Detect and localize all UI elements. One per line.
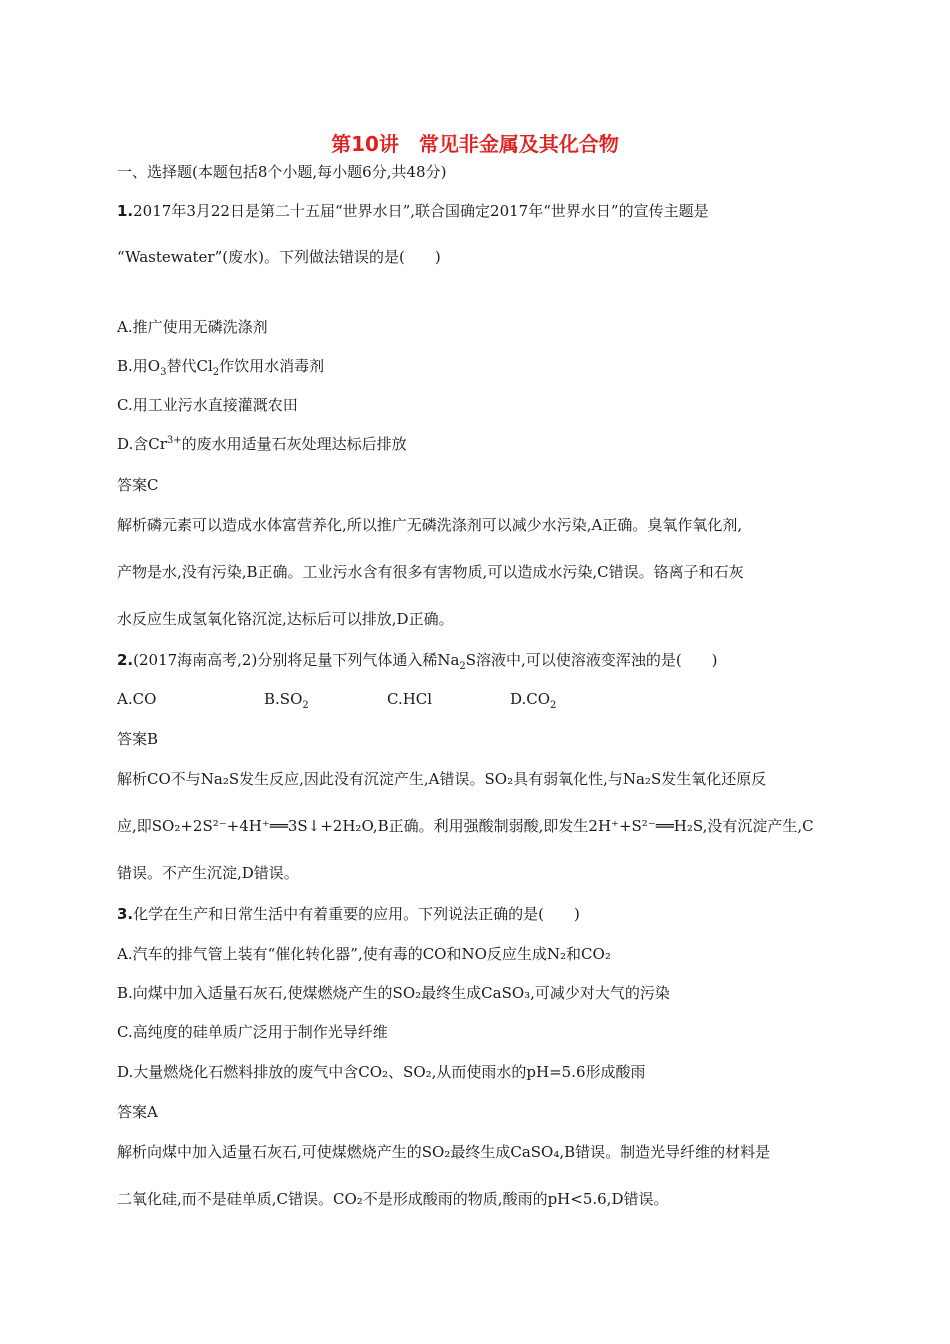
q2-option-c: C.HCl (387, 690, 433, 708)
q2-options (117, 689, 677, 709)
q2-option-d: $D.CO_2$ (510, 690, 557, 711)
q1-stem-line1: 1.2017年3月22日是第二十五届“世界水日”,联合国确定2017年“世界水日”的宣传主题是 (117, 202, 709, 220)
q3-option-c: C.高纯度的硅单质广泛用于制作光导纤维 (117, 1023, 388, 1041)
q2-analysis-line2: 应,即SO₂+2S²⁻+4H⁺══3S↓+2H₂O,B正确。利用强酸制弱酸,即发生2H⁺+S²⁻══H₂S,没有沉淀产生,C (117, 817, 814, 835)
q3-option-a: A.汽车的排气管上装有“催化转化器”,使有毒的CO和NO反应生成N₂和CO₂ (117, 945, 611, 963)
q2-analysis-line1: 解析CO不与Na₂S发生反应,因此没有沉淀产生,A错误。SO₂具有弱氧化性,与Na₂S发生氧化还原反 (117, 770, 767, 788)
q2-analysis-line3: 错误。不产生沉淀,D错误。 (117, 864, 299, 882)
page-title: 第10讲 常见非金属及其化合物 (331, 132, 619, 156)
q1-option-a: A.推广使用无磷洗涤剂 (117, 318, 268, 336)
q2-option-b: $B.SO_2$ (264, 690, 309, 711)
q2-answer: 答案B (117, 730, 159, 748)
q2-number: 2. (117, 651, 134, 669)
q1-analysis-line2: 产物是水,没有污染,B正确。工业污水含有很多有害物质,可以造成水污染,C错误。铬离子和石灰 (117, 563, 744, 581)
q3-analysis-line1: 解析向煤中加入适量石灰石,可使煤燃烧产生的SO₂最终生成CaSO₄,B错误。制造光导纤维的材料是 (117, 1143, 771, 1161)
q1-option-d: D.含$Cr^{3+}$的废水用适量石灰处理达标后排放 (117, 435, 407, 453)
q1-analysis-line3: 水反应生成氢氧化铬沉淀,达标后可以排放,D正确。 (117, 610, 454, 628)
q3-answer: 答案A (117, 1103, 158, 1121)
q1-analysis-line1: 解析磷元素可以造成水体富营养化,所以推广无磷洗涤剂可以减少水污染,A正确。臭氧作氧化剂, (117, 516, 743, 534)
q1-stem-line2: “Wastewater”(废水)。下列做法错误的是( ) (117, 248, 441, 266)
q1-option-b: B.用$O_3$替代$Cl_2$作饮用水消毒剂 (117, 357, 325, 378)
q2-stem: 2.(2017海南高考,2)分别将足量下列气体通入稀$Na_2S$溶液中,可以使溶液变浑浊的是( ) (117, 651, 718, 672)
q3-number: 3. (117, 905, 134, 923)
q2-option-a: A.CO (117, 690, 157, 708)
q3-stem: 3.化学在生产和日常生活中有着重要的应用。下列说法正确的是( ) (117, 905, 580, 923)
q3-option-d: D.大量燃烧化石燃料排放的废气中含CO₂、SO₂,从而使雨水的pH=5.6形成酸雨 (117, 1063, 646, 1081)
section-heading: 一、选择题(本题包括8个小题,每小题6分,共48分) (117, 163, 447, 181)
q1-number: 1. (117, 202, 134, 220)
q1-answer: 答案C (117, 476, 159, 494)
q3-analysis-line2: 二氧化硅,而不是硅单质,C错误。CO₂不是形成酸雨的物质,酸雨的pH<5.6,D错误。 (117, 1190, 669, 1208)
q3-option-b: B.向煤中加入适量石灰石,使煤燃烧产生的SO₂最终生成CaSO₃,可减少对大气的污染 (117, 984, 670, 1002)
q1-option-c: C.用工业污水直接灌溉农田 (117, 396, 298, 414)
